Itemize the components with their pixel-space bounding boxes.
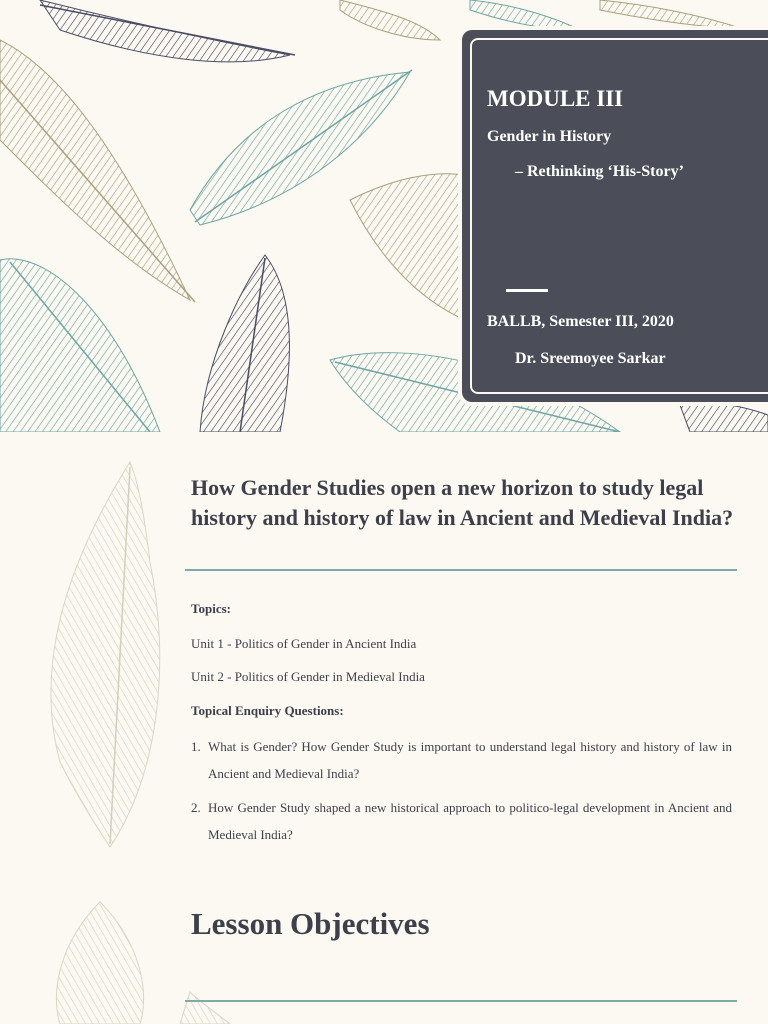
feather-olive-right xyxy=(350,174,465,320)
enquiry-label: Topical Enquiry Questions: xyxy=(191,703,344,718)
title-slide xyxy=(0,0,768,432)
author-name: Dr. Sreemoyee Sarkar xyxy=(515,350,666,367)
unit-2: Unit 2 - Politics of Gender in Medieval India xyxy=(191,669,425,684)
question-item-1 xyxy=(191,733,732,787)
topics-label: Topics: xyxy=(191,601,231,616)
feather-navy-top-left xyxy=(40,0,295,62)
objectives-divider xyxy=(185,1000,737,1002)
subtitle-gender-in-history: Gender in History xyxy=(487,128,612,145)
course-info: BALLB, Semester III, 2020 xyxy=(487,313,674,330)
title-divider xyxy=(506,289,548,292)
faded-feather-large xyxy=(51,462,160,847)
feather-navy-bottom xyxy=(200,255,289,432)
title-card xyxy=(462,30,768,402)
subtitle-rethinking: – Rethinking ‘His-Story’ xyxy=(515,163,684,180)
content-slide xyxy=(0,432,768,1024)
module-title: MODULE III xyxy=(487,86,624,111)
question-number: 1. xyxy=(191,739,201,754)
question-text: What is Gender? How Gender Study is important to understand legal history and history of law in Ancient and Medieval India? xyxy=(208,739,732,781)
feather-olive-top xyxy=(340,0,440,40)
question-item-2 xyxy=(191,794,732,848)
heading-divider xyxy=(185,569,737,571)
question-text: How Gender Study shaped a new historical approach to politico-legal development in Ancient and Medieval India? xyxy=(208,800,732,842)
unit-1: Unit 1 - Politics of Gender in Ancient India xyxy=(191,636,417,651)
feather-navy-corner xyxy=(680,403,768,432)
question-number: 2. xyxy=(191,800,201,815)
slide-heading: How Gender Studies open a new horizon to study legal history and history of law in Ancient and Medieval India? xyxy=(191,475,734,530)
feather-teal-bottom-left xyxy=(0,259,160,432)
feather-teal-top-right xyxy=(470,0,740,30)
lesson-objectives-title: Lesson Objectives xyxy=(191,906,430,941)
